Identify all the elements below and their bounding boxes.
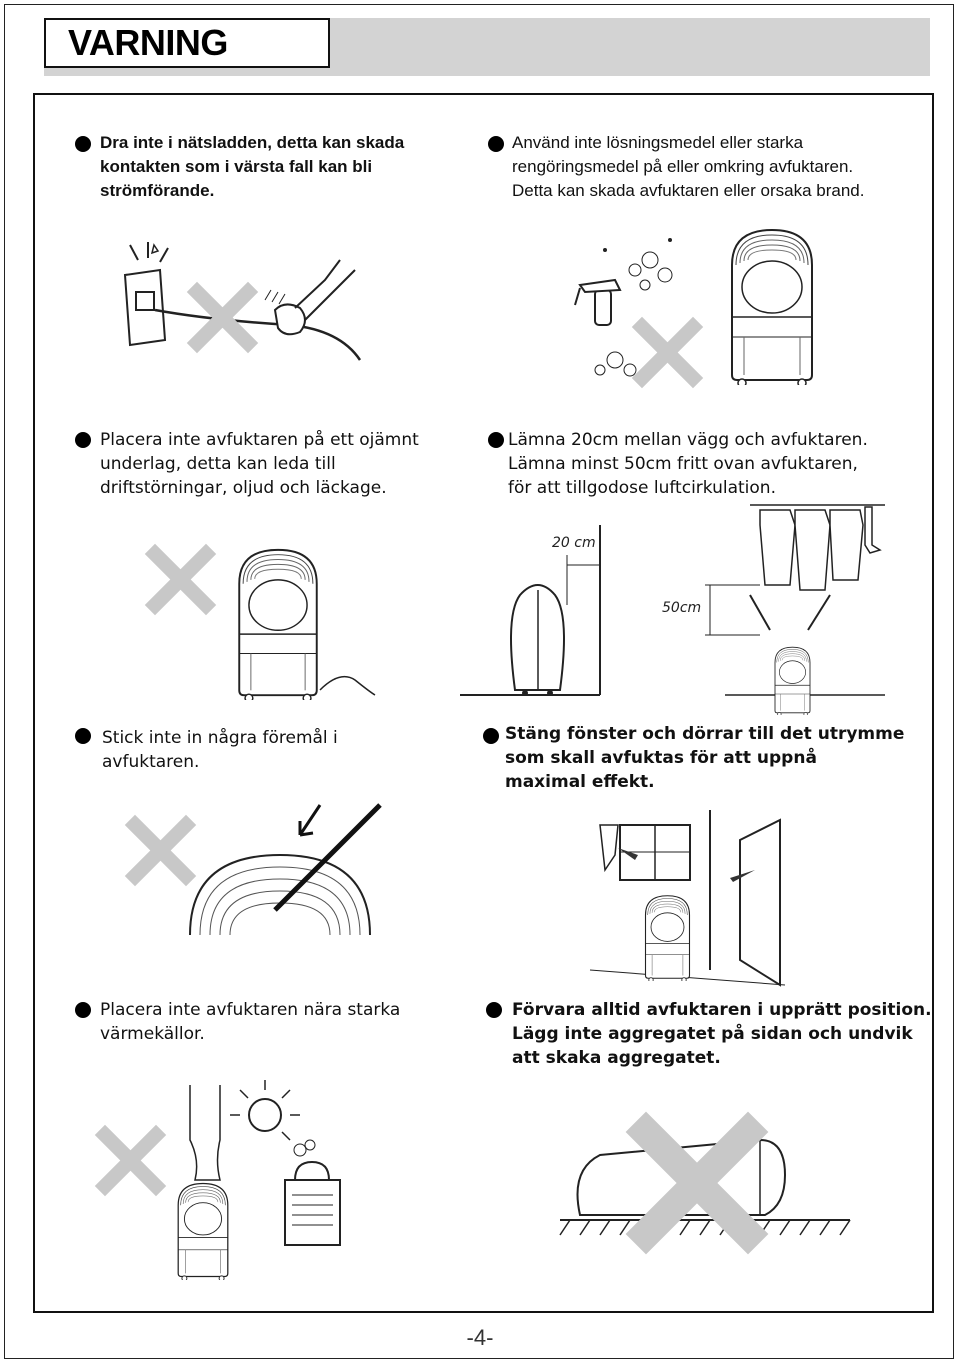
warning-text-7: Placera inte avfuktaren nära starka värmekällor.: [100, 1000, 401, 1044]
dehumidifier-icon: [722, 225, 822, 385]
illustration-clearance: [460, 495, 890, 705]
cross-icon: [625, 310, 710, 395]
title-box: [44, 18, 330, 68]
bullet-icon: [75, 728, 91, 744]
bullet-icon: [488, 432, 504, 448]
warning-text-5: Stick inte in några föremål i avfuktaren.: [102, 728, 338, 772]
clearance-label-top: 50cm: [662, 600, 702, 616]
warning-text-4: Lämna 20cm mellan vägg och avfuktaren. Lämna minst 50cm fritt ovan avfuktaren, för att tillgodose luftcirkulation.: [508, 430, 868, 498]
cross-icon: [138, 537, 223, 622]
bullet-icon: [75, 432, 91, 448]
warning-text-2: Använd inte lösningsmedel eller starka rengöringsmedel på eller omkring avfuktaren. Detta kan skada avfuktaren eller orsaka brand.: [512, 133, 865, 200]
warning-text-3: Placera inte avfuktaren på ett ojämnt underlag, detta kan leda till driftstörningar, oljud och läckage.: [100, 430, 419, 498]
dehumidifier-icon: [228, 545, 328, 700]
bullet-icon: [75, 136, 91, 152]
warning-text-6: Stäng fönster och dörrar till det utrymme som skall avfuktas för att uppnå maximal effekt.: [505, 724, 905, 792]
cross-icon: [88, 1118, 173, 1203]
bullet-icon: [488, 136, 504, 152]
bullet-icon: [486, 1002, 502, 1018]
dehumidifier-icon: [640, 893, 695, 981]
illustration-object-insertion: [190, 795, 390, 935]
uneven-floor-line: [320, 660, 380, 700]
warning-text-8: Förvara alltid avfuktaren i upprätt position. Lägg inte aggregatet på sidan och undvik att skaka aggregatet.: [512, 1000, 932, 1068]
bullet-icon: [75, 1002, 91, 1018]
dehumidifier-icon: [770, 645, 815, 715]
clearance-label-side: 20 cm: [552, 535, 596, 551]
page-number: -4-: [466, 1325, 494, 1350]
dehumidifier-icon: [172, 1180, 234, 1280]
cross-icon: [180, 275, 265, 360]
warning-text-1: Dra inte i nätsladden, detta kan skada kontakten som i värsta fall kan bli strömförande.: [100, 133, 405, 200]
page-title: VARNING: [68, 22, 228, 63]
bullet-icon: [483, 728, 499, 744]
cross-icon: [612, 1098, 782, 1268]
